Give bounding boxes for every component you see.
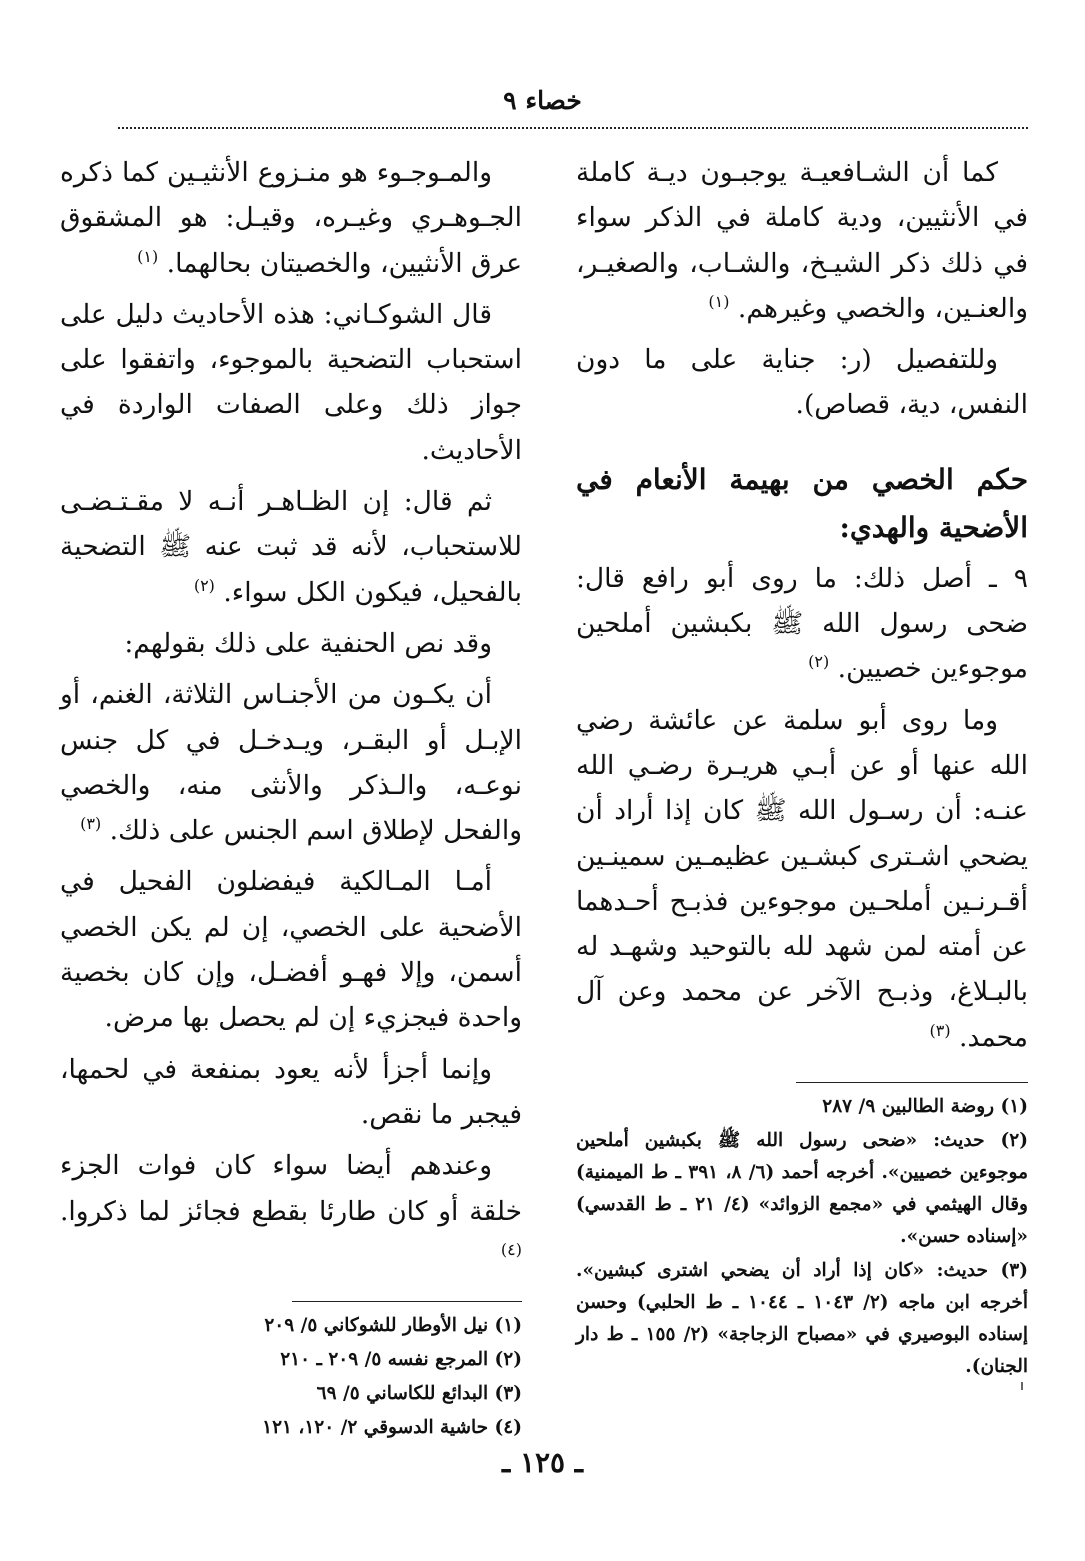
scan-mark	[1021, 1382, 1023, 1390]
left-paragraph-1: والمـوجـوء هو منـزوع الأنثيـين كما ذكره الجـوهـري وغيـره، وقيـل: هو المشقوق عرق الأنثيين، والخصيتان بحالهما. $^{(١)}$	[60, 157, 522, 279]
section-heading: حكم الخصي من بهيمة الأنعام في الأضحية والهدي:	[576, 462, 1028, 544]
right-paragraph-4: وما روى أبو سلمة عن عائشة رضي الله عنها أو عن أبـي هريـرة رضـي الله عنـه: أن رسـول الله ﷺ كان إذا أراد أن يضحي اشـترى كبشـين عظيمـين سمينـين أقـرنـين أملحـين موجوءين فذبـح أحـدهما عن أمته لمن شهد لله بالتوحيد وشهـد له بالبـلاغ، وذبـح الآخر عن محمد وعن آل محمد. $^{(٣)}$	[576, 704, 1028, 1053]
footnote: (٣) البدائع للكاساني ٥/ ٦٩	[316, 1383, 522, 1405]
footnote: (١) نيل الأوطار للشوكاني ٥/ ٢٠٩	[264, 1315, 522, 1337]
footnote-ref: (٤)	[500, 1240, 522, 1259]
footnote: (٣) حديث: «كان إذا أراد أن يضحي اشترى كبشين». أخرجه ابن ماجه (٢/ ١٠٤٣ ـ ١٠٤٤ ـ ط الحلبي) وحسن إسناده البوصيري في «مصباح الزجاجة» (٢/ ١٥٥ ـ ط دار الجنان).	[576, 1260, 1028, 1378]
left-column	[60, 150, 522, 1444]
left-paragraph-8: وعندهم أيضا سواء كان فوات الجزء خلقة أو كان طارئا بقطع فجائز لما ذكروا. $^{(٤)}$	[60, 1150, 522, 1259]
right-paragraph-1: كما أن الشـافعيـة يوجبـون ديـة كاملة في الأنثيين، ودية كاملة في الذكر سواء في ذلك ذكر الشيـخ، والشـاب، والصغيـر، والعنـين، والخصي وغيرهم. $^{(١)}$	[576, 157, 1028, 324]
footnote-ref: (١)	[137, 246, 159, 266]
left-paragraph-4: وقد نص الحنفية على ذلك بقولهم:	[124, 627, 492, 659]
footnote-ref: (٣)	[80, 814, 102, 834]
footnote: (٢) المرجع نفسه ٥/ ٢٠٩ ـ ٢١٠	[280, 1349, 522, 1371]
right-column	[576, 150, 1028, 1383]
page-header-title: خصاء ٩	[503, 86, 582, 115]
footnote-ref: (١)	[708, 292, 730, 312]
left-paragraph-3: ثم قال: إن الظـاهـر أنـه لا مقـتـضـى للاستحباب، لأنه قد ثبت عنه ﷺ التضحية بالفحيل، فيكون الكل سواء. $^{(٢)}$	[60, 486, 522, 608]
left-paragraph-7: وإنما أجزأ لأنه يعود بمنفعة في لحمها، فيجبر ما نقص.	[60, 1053, 522, 1130]
footnote-ref: (٢)	[808, 652, 830, 672]
left-paragraph-5: أن يكـون من الأجنـاس الثلاثة، الغنم، أو الإبـل أو البقـر، ويـدخـل في كل جنس نوعـه، والـذكر والأنثى منه، والخصي والفحل لإطلاق اسم الجنس على ذلك. $^{(٣)}$	[60, 679, 522, 847]
left-paragraph-2: قال الشوكـاني: هذه الأحاديث دليل على استحباب التضحية بالموجوء، واتفقوا على جواز ذلك وعلى الصفات الواردة في الأحاديث.	[60, 298, 522, 466]
footnote: (٢) حديث: «ضحى رسول الله ﷺ بكبشين أملحين موجوءين خصيين». أخرجه أحمد (٦/ ٨، ٣٩١ ـ ط الميمنية) وقال الهيثمي في «مجمع الزوائد» (٤/ ٢١ ـ ط القدسي) «إسناده حسن».	[576, 1130, 1028, 1248]
left-paragraph-6: أمـا المـالكية فيفضلون الفحيل في الأضحية على الخصي، إن لم يكن الخصي أسمن، وإلا فهـو أفضـل، وإن كان بخصية واحدة فيجزيء إن لم يحصل بها مرض.	[60, 866, 522, 1034]
page-number: ـ ١٢٥ ـ	[501, 1446, 584, 1479]
footnote-ref: (٣)	[929, 1020, 951, 1040]
footnote: (١) روضة الطالبين ٩/ ٢٨٧	[822, 1096, 1028, 1118]
footnote-separator	[292, 1301, 522, 1302]
right-paragraph-3: ٩ ـ أصل ذلك: ما روى أبو رافع قال: ضحى رسول الله ﷺ بكبشين أملحين موجوءين خصيين. $^{(٢)}$	[576, 562, 1028, 685]
right-paragraph-2: وللتفصيل (ر: جناية على ما دون النفس، دية، قصاص).	[576, 344, 1028, 421]
footnote-separator	[796, 1082, 1028, 1083]
footnote-ref: (٢)	[193, 575, 215, 595]
footnote: (٤) حاشية الدسوقي ٢/ ١٢٠، ١٢١	[262, 1417, 522, 1439]
header-dotted-rule	[118, 127, 1028, 129]
